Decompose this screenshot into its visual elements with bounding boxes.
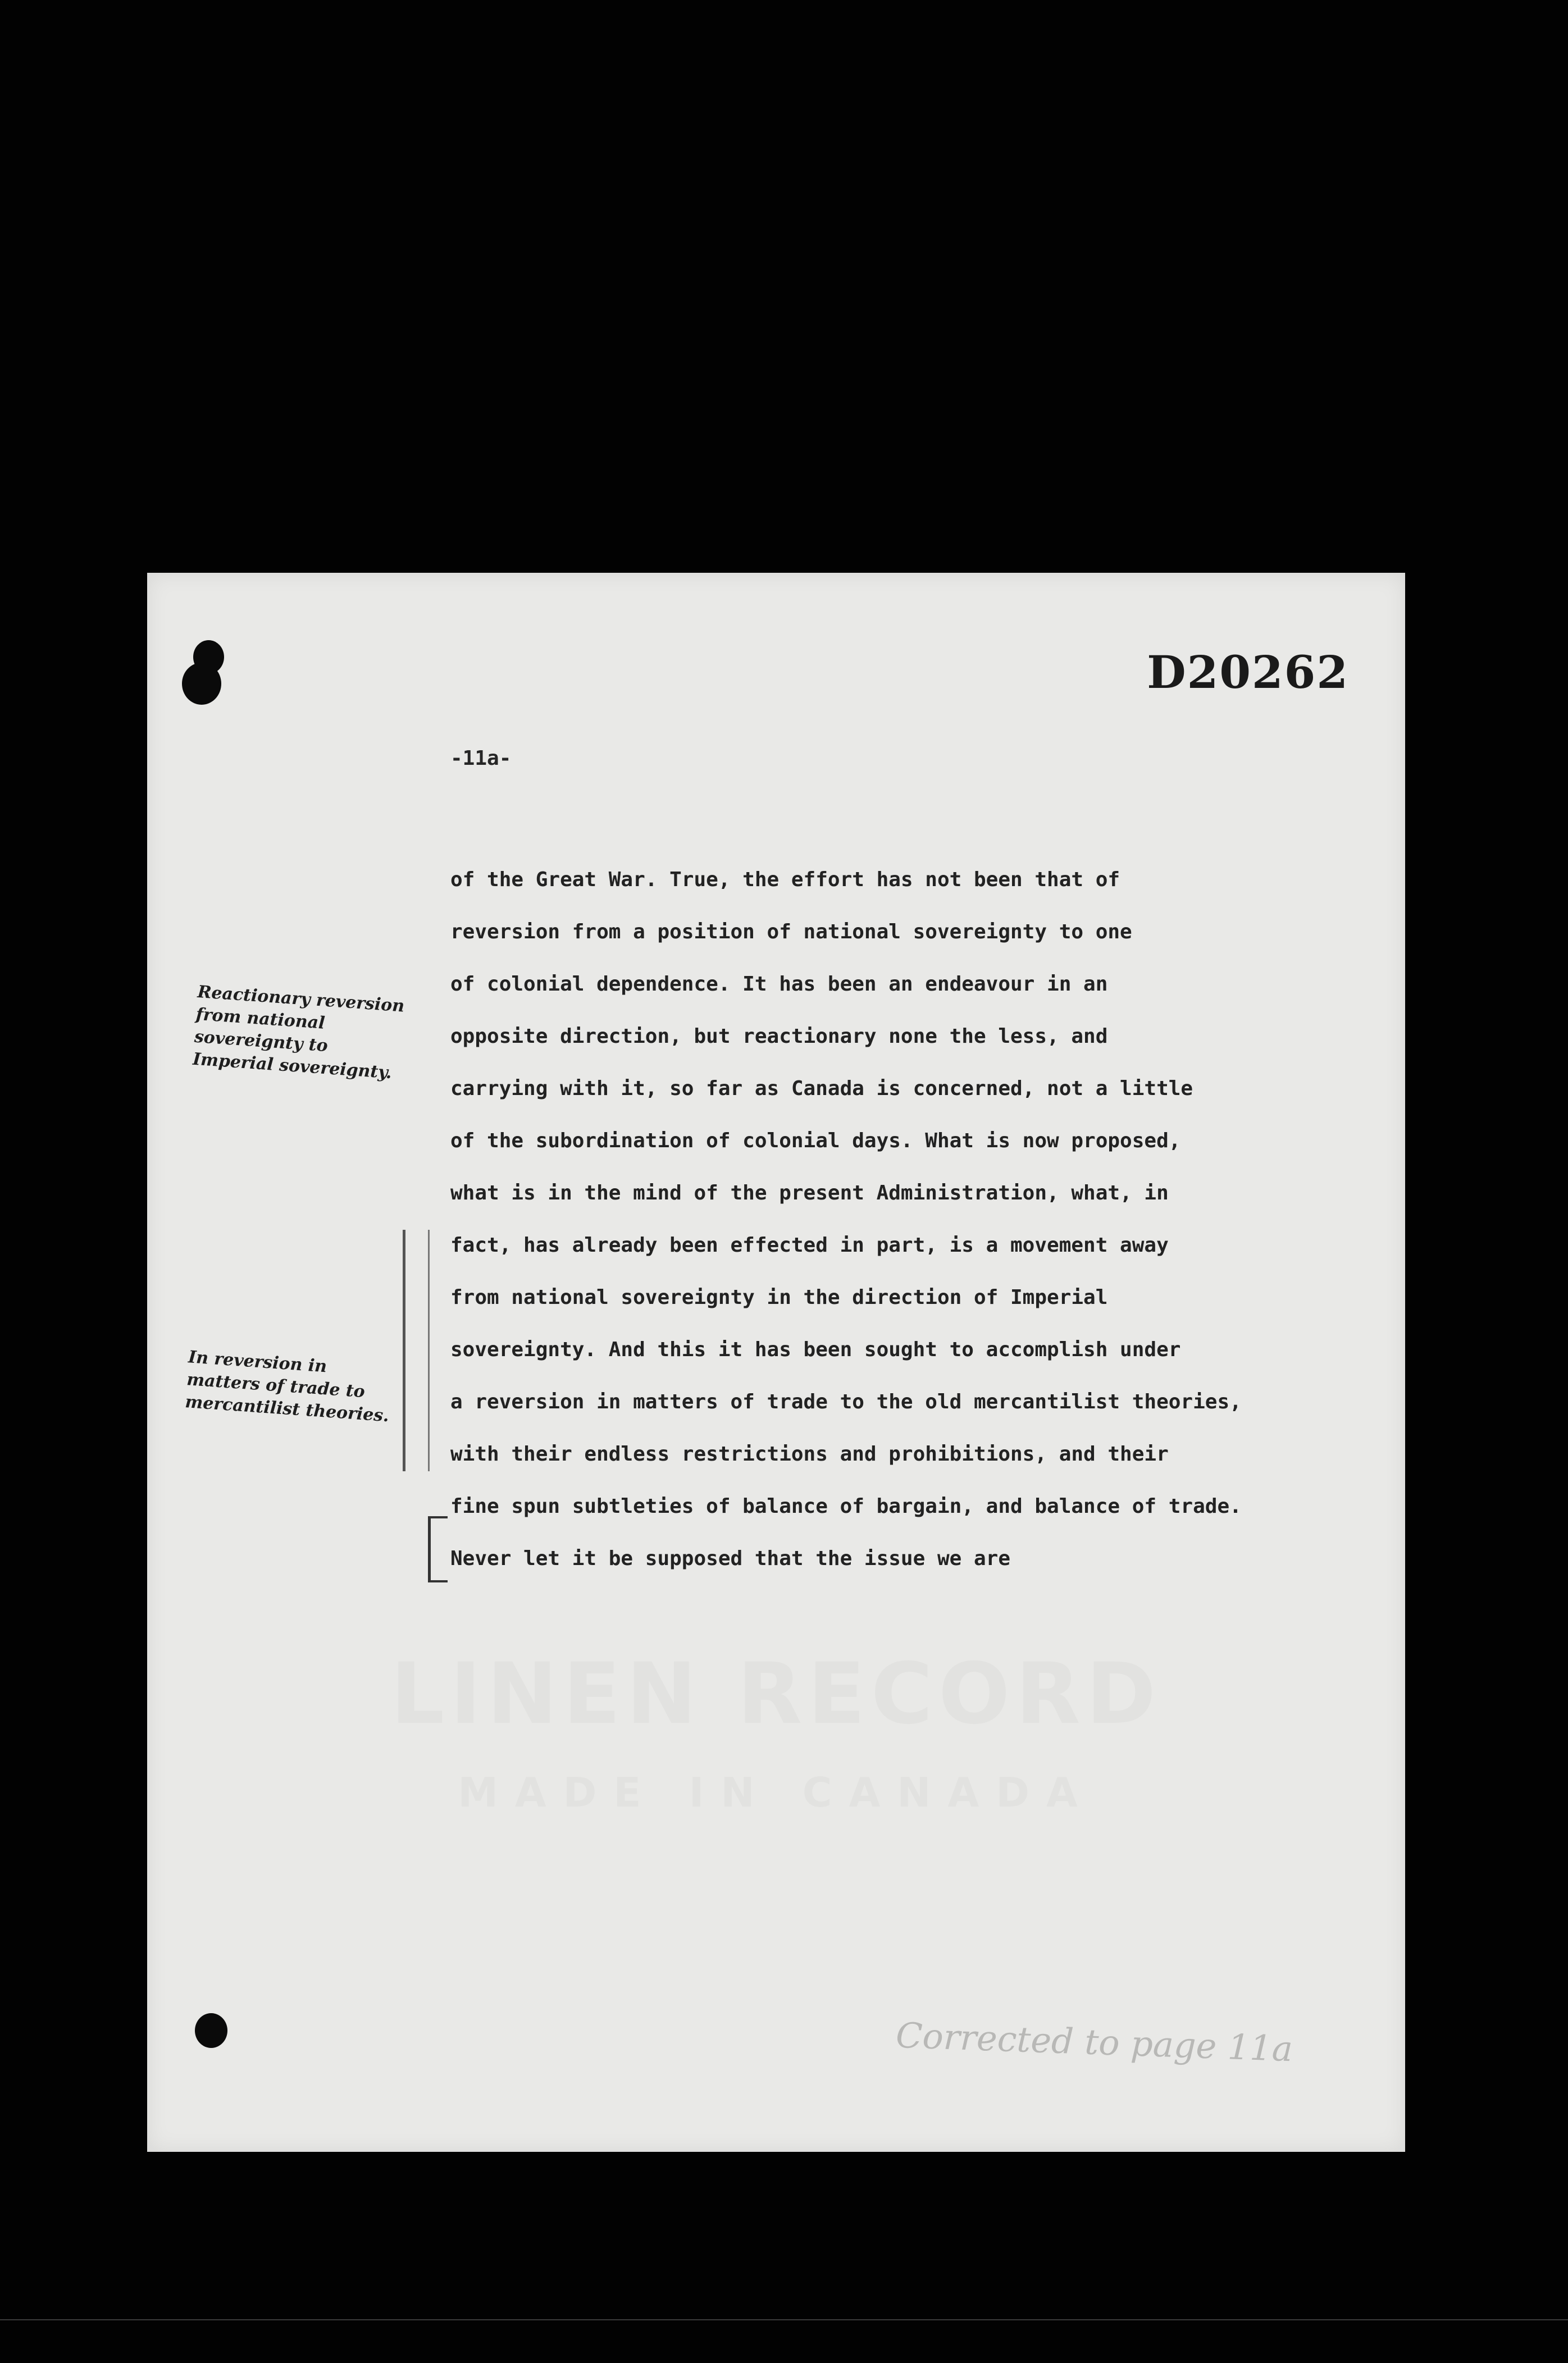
body-line: reversion from a position of national sovereignty to one (450, 920, 1132, 943)
body-line: Never let it be supposed that the issue we are (450, 1547, 1010, 1570)
margin-note-reactionary: Reactionary reversion from national sovereignty to Imperial sovereignty. (192, 982, 405, 1083)
body-line: from national sovereignty in the direction of Imperial (450, 1286, 1108, 1309)
punch-hole-top-2 (193, 640, 224, 674)
pencil-note: Corrected to page 11a (895, 2014, 1294, 2070)
watermark-linen-record: LINEN RECORD (390, 1645, 1162, 1743)
body-line: fact, has already been effected in part, is a movement away (450, 1234, 1169, 1257)
body-line: sovereignty. And this it has been sought to accomplish under (450, 1338, 1181, 1361)
scan-edge-line (0, 2319, 1568, 2320)
body-line: of the Great War. True, the effort has not been that of (450, 868, 1120, 891)
watermark-made-in-canada: MADE IN CANADA (458, 1769, 1095, 1816)
body-line: fine spun subtleties of balance of bargain, and balance of trade. (450, 1495, 1242, 1518)
body-line: carrying with it, so far as Canada is concerned, not a little (450, 1077, 1193, 1100)
body-line: what is in the mind of the present Administration, what, in (450, 1182, 1169, 1205)
body-line: of colonial dependence. It has been an endeavour in an (450, 973, 1108, 996)
page-number: -11a- (450, 747, 512, 770)
margin-bracket (403, 1230, 430, 1471)
body-line: a reversion in matters of trade to the old mercantilist theories, (450, 1390, 1242, 1413)
body-text (450, 854, 1377, 1585)
document-page (147, 573, 1405, 2152)
body-line: opposite direction, but reactionary none the less, and (450, 1025, 1108, 1048)
margin-note-mercantilist: In reversion in matters of trade to mercantilist theories. (184, 1347, 390, 1426)
document-number: D20262 (1147, 646, 1349, 699)
margin-brace (428, 1516, 448, 1582)
body-line: with their endless restrictions and prohibitions, and their (450, 1443, 1169, 1466)
body-line: of the subordination of colonial days. What is now proposed, (450, 1129, 1181, 1152)
punch-hole-bottom (195, 2013, 227, 2048)
